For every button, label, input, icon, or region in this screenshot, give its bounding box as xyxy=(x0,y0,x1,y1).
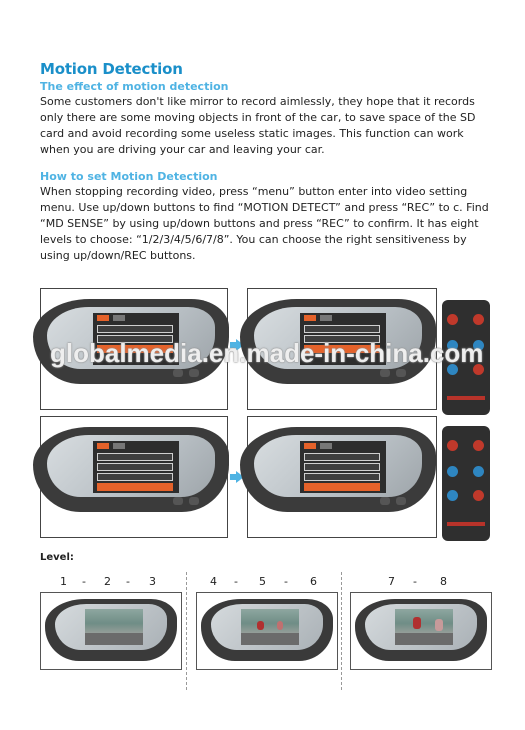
effect-heading: The effect of motion detection xyxy=(40,80,229,93)
level-mirror-image-2 xyxy=(196,592,338,670)
level-label: 5 xyxy=(259,575,266,588)
howto-body: When stopping recording video, press “menu” button enter into video setting menu. Use up/down buttons to find “MOTION DETECT” and press “REC” to c. Find “MD SENSE” by using up/down buttons and press “REC” to confirm. It has eight levels to choose: “1/2/3/4/5/6/7/8”. You can choose the right sensitiveness by using up/down/REC buttons. xyxy=(40,185,489,262)
remote-control-image xyxy=(442,426,490,541)
effect-body: Some customers don't like mirror to record aimlessly, they hope that it records only there are some moving objects in front of the car, to save space of the SD card and avoid recording some useless static images. This function can work when you are driving your car and leaving your car. xyxy=(40,95,476,156)
mirror-menu-image-4 xyxy=(247,416,437,538)
level-label: 7 xyxy=(388,575,395,588)
level-label: 2 xyxy=(104,575,111,588)
level-mirror-image-3 xyxy=(350,592,492,670)
mirror-menu-image-3 xyxy=(40,416,228,538)
level-label: 8 xyxy=(440,575,447,588)
level-label: 6 xyxy=(310,575,317,588)
level-label: 3 xyxy=(149,575,156,588)
howto-heading: How to set Motion Detection xyxy=(40,170,218,183)
level-separator: - xyxy=(82,575,86,588)
level-title: Level: xyxy=(40,552,74,563)
level-separator: - xyxy=(413,575,417,588)
section-title: Motion Detection xyxy=(40,60,183,78)
divider xyxy=(341,572,342,690)
level-separator: - xyxy=(284,575,288,588)
level-separator: - xyxy=(126,575,130,588)
level-label: 1 xyxy=(60,575,67,588)
level-mirror-image-1 xyxy=(40,592,182,670)
level-label: 4 xyxy=(210,575,217,588)
divider xyxy=(186,572,187,690)
watermark: globalmedia.en.made-in-china.com xyxy=(50,338,484,368)
level-separator: - xyxy=(234,575,238,588)
